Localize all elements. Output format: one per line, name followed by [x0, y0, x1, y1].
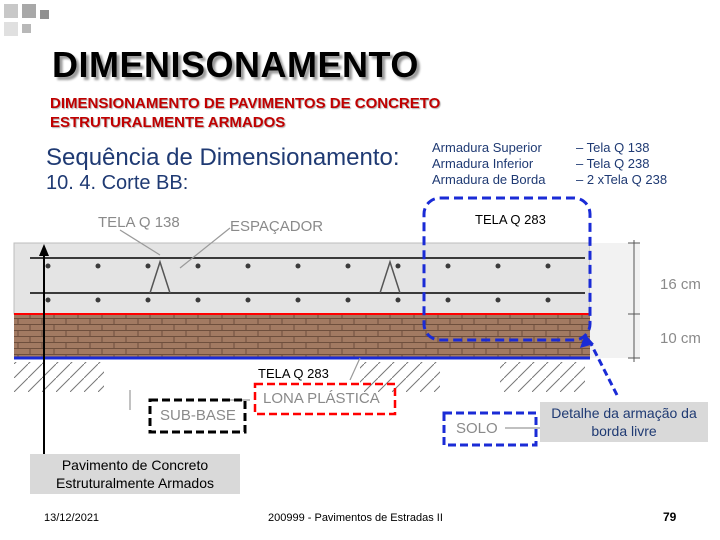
soil-hatch [500, 362, 585, 392]
edge-detail-callout: Detalhe da armação da borda livre [540, 402, 708, 442]
label-tela-q138: TELA Q 138 [98, 214, 180, 231]
reinforcement-value: – Tela Q 138 [576, 140, 650, 155]
concrete-slab [14, 243, 590, 314]
label-thickness-16: 16 cm [660, 276, 701, 293]
footer-date: 13/12/2021 [44, 512, 100, 524]
section-label: 10. 4. Corte BB: [46, 172, 189, 194]
soil-hatch [14, 362, 104, 392]
page-number: 79 [663, 510, 677, 524]
label-thickness-10: 10 cm [660, 330, 701, 347]
label-tela-q283-top: TELA Q 283 [475, 212, 546, 227]
sub-base-layer [14, 315, 590, 358]
reinforcement-name: Armadura de Borda [432, 172, 546, 187]
footer-course: 200999 - Pavimentos de Estradas II [268, 512, 443, 524]
pavement-callout: Pavimento de Concreto Estruturalmente Armados [30, 454, 240, 494]
subtitle-line-1: DIMENSIONAMENTO DE PAVIMENTOS DE CONCRETO [50, 95, 441, 112]
subtitle-line-2: ESTRUTURALMENTE ARMADOS [50, 114, 286, 131]
label-lona-plastica: LONA PLÁSTICA [263, 390, 380, 407]
label-solo: SOLO [456, 420, 498, 437]
label-tela-q283-bottom: TELA Q 283 [258, 366, 329, 381]
reinforcement-name: Armadura Superior [432, 140, 542, 155]
reinforcement-value: – 2 xTela Q 238 [576, 172, 668, 187]
sequence-label: Sequência de Dimensionamento: [46, 144, 400, 171]
label-espacador: ESPAÇADOR [230, 218, 324, 235]
label-sub-base: SUB-BASE [160, 407, 236, 424]
slide-title: DIMENISONAMENTO [52, 44, 419, 85]
soil-hatch [360, 362, 440, 392]
reinforcement-value: – Tela Q 238 [576, 156, 650, 171]
reinforcement-name: Armadura Inferior [432, 156, 534, 171]
slab-edge-background [590, 243, 640, 358]
